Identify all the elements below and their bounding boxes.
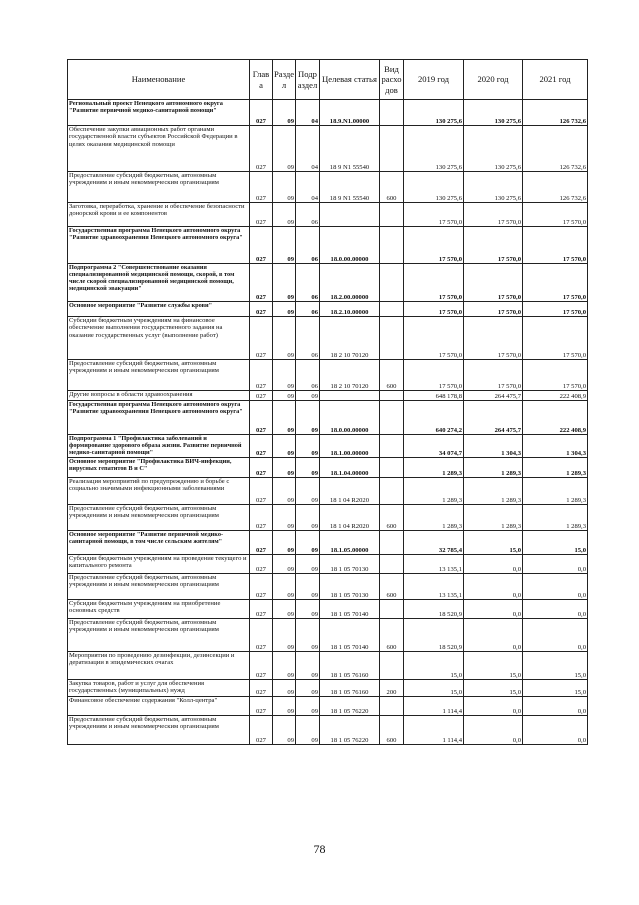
row-name-text: Субсидии бюджетным учреждениям на финансовое обеспечение выполнения государственного задания на оказание государственных услуг (выполнение работ): [69, 317, 223, 339]
cell-podrazdel: 09: [296, 574, 320, 600]
cell-podrazdel: 09: [296, 716, 320, 745]
cell-podrazdel: 06: [296, 203, 320, 227]
cell-expense-type: [380, 600, 404, 619]
table-row: [68, 317, 588, 360]
cell-glava: 027: [250, 203, 273, 227]
cell-2021: 0,0: [523, 574, 588, 600]
cell-2020: 17 570,0: [464, 360, 523, 391]
cell-expense-type: [380, 478, 404, 505]
cell-razdel: 09: [273, 478, 296, 505]
table-row: [68, 652, 588, 680]
cell-2021: 17 570,0: [523, 227, 588, 264]
cell-target-article: 18 1 05 76220: [320, 697, 380, 716]
cell-expense-type: [380, 317, 404, 360]
table-row: [68, 697, 588, 716]
cell-razdel: 09: [273, 126, 296, 172]
table-row: [68, 619, 588, 652]
cell-2019: 640 274,2: [404, 401, 464, 435]
cell-expense-type: 600: [380, 505, 404, 531]
cell-name: [68, 302, 250, 317]
cell-target-article: 18 1 05 70140: [320, 600, 380, 619]
budget-table: [67, 59, 588, 745]
cell-glava: 027: [250, 531, 273, 555]
cell-2020: 15,0: [464, 531, 523, 555]
cell-name: [68, 100, 250, 126]
cell-target-article: 18 9 N1 55540: [320, 172, 380, 203]
cell-podrazdel: 09: [296, 680, 320, 697]
cell-2021: 17 570,0: [523, 317, 588, 360]
cell-razdel: 09: [273, 302, 296, 317]
cell-expense-type: [380, 652, 404, 680]
row-name-text: Другие вопросы в области здравоохранения: [69, 391, 193, 398]
cell-glava: 027: [250, 652, 273, 680]
cell-2020: 130 275,6: [464, 100, 523, 126]
cell-name: [68, 172, 250, 203]
cell-glava: 027: [250, 100, 273, 126]
row-name-text: Реализация мероприятий по предупреждению и борьбе с социально значимыми инфекционными заболеваниями: [69, 478, 230, 493]
cell-2019: 13 135,1: [404, 555, 464, 574]
cell-razdel: 09: [273, 435, 296, 458]
cell-expense-type: [380, 435, 404, 458]
cell-2020: 15,0: [464, 652, 523, 680]
cell-podrazdel: 04: [296, 126, 320, 172]
cell-2021: 17 570,0: [523, 360, 588, 391]
row-name-text: Предоставление субсидий бюджетным, автономным учреждениям и иным некоммерческим организациям: [69, 172, 219, 187]
cell-razdel: 09: [273, 203, 296, 227]
table-row: [68, 555, 588, 574]
cell-2019: 18 520,9: [404, 600, 464, 619]
table-body: [68, 100, 588, 745]
table-row: [68, 716, 588, 745]
header-name: Наименование: [68, 60, 250, 100]
table-row: [68, 531, 588, 555]
row-name-text: Государственная программа Ненецкого автономного округа "Развитие здравоохранения Ненецкого автономного округа": [69, 227, 243, 242]
cell-2020: 15,0: [464, 680, 523, 697]
table-row: [68, 435, 588, 458]
cell-razdel: 09: [273, 264, 296, 302]
table-row: [68, 360, 588, 391]
cell-glava: 027: [250, 126, 273, 172]
cell-target-article: 18 1 05 76160: [320, 652, 380, 680]
cell-name: [68, 600, 250, 619]
cell-2019: 13 135,1: [404, 574, 464, 600]
cell-name: [68, 435, 250, 458]
cell-target-article: [320, 391, 380, 401]
cell-target-article: 18 1 04 R2020: [320, 478, 380, 505]
cell-2021: 126 732,6: [523, 100, 588, 126]
cell-2020: 0,0: [464, 716, 523, 745]
cell-2021: 17 570,0: [523, 302, 588, 317]
cell-glava: 027: [250, 227, 273, 264]
cell-glava: 027: [250, 600, 273, 619]
cell-target-article: 18 1 04 R2020: [320, 505, 380, 531]
cell-razdel: 09: [273, 697, 296, 716]
header-2020: 2020 год: [464, 60, 523, 100]
row-name-text: Предоставление субсидий бюджетным, автономным учреждениям и иным некоммерческим организациям: [69, 716, 219, 731]
cell-expense-type: [380, 401, 404, 435]
cell-2019: 15,0: [404, 680, 464, 697]
cell-glava: 027: [250, 505, 273, 531]
cell-2021: 17 570,0: [523, 264, 588, 302]
cell-glava: 027: [250, 317, 273, 360]
cell-2020: 0,0: [464, 574, 523, 600]
cell-target-article: 18 2 10 70120: [320, 360, 380, 391]
cell-2019: 34 074,7: [404, 435, 464, 458]
cell-target-article: 18 1 05 70140: [320, 619, 380, 652]
cell-2021: 0,0: [523, 600, 588, 619]
page-number: 78: [313, 842, 326, 856]
cell-expense-type: [380, 203, 404, 227]
cell-razdel: 09: [273, 100, 296, 126]
table-row: [68, 391, 588, 401]
cell-expense-type: [380, 264, 404, 302]
cell-podrazdel: 04: [296, 172, 320, 203]
table-row: [68, 227, 588, 264]
cell-2019: 130 275,6: [404, 172, 464, 203]
cell-expense-type: [380, 302, 404, 317]
header-glava: Глав а: [250, 60, 273, 100]
cell-name: [68, 126, 250, 172]
row-name-text: Основное мероприятие "Развитие службы крови": [69, 302, 213, 309]
header-podrazdel: Подр аздел: [296, 60, 320, 100]
cell-glava: 027: [250, 435, 273, 458]
cell-target-article: 18 1 05 76220: [320, 716, 380, 745]
cell-name: [68, 697, 250, 716]
cell-2020: 0,0: [464, 619, 523, 652]
table-row: [68, 574, 588, 600]
header-expense-type: Вид расхо дов: [380, 60, 404, 100]
table-header-row: [68, 60, 588, 100]
cell-razdel: 09: [273, 531, 296, 555]
cell-name: [68, 391, 250, 401]
table-row: [68, 264, 588, 302]
cell-glava: 027: [250, 360, 273, 391]
cell-2021: 1 289,3: [523, 505, 588, 531]
cell-2020: 0,0: [464, 600, 523, 619]
cell-target-article: 18 9 N1 55540: [320, 126, 380, 172]
cell-target-article: 18.9.N1.00000: [320, 100, 380, 126]
cell-expense-type: 600: [380, 360, 404, 391]
table-row: [68, 203, 588, 227]
cell-glava: 027: [250, 619, 273, 652]
cell-razdel: 09: [273, 505, 296, 531]
cell-podrazdel: 09: [296, 435, 320, 458]
cell-2019: 1 289,3: [404, 505, 464, 531]
cell-podrazdel: 06: [296, 227, 320, 264]
header-2021: 2021 год: [523, 60, 588, 100]
cell-expense-type: [380, 391, 404, 401]
cell-podrazdel: 09: [296, 652, 320, 680]
cell-name: [68, 574, 250, 600]
cell-2019: 1 289,3: [404, 478, 464, 505]
cell-razdel: 09: [273, 555, 296, 574]
cell-podrazdel: 09: [296, 600, 320, 619]
cell-2021: 1 289,3: [523, 478, 588, 505]
cell-razdel: 09: [273, 172, 296, 203]
cell-2021: 15,0: [523, 652, 588, 680]
cell-name: [68, 458, 250, 478]
cell-2020: 130 275,6: [464, 172, 523, 203]
cell-glava: 027: [250, 458, 273, 478]
cell-expense-type: 600: [380, 574, 404, 600]
cell-podrazdel: 09: [296, 531, 320, 555]
cell-razdel: 09: [273, 458, 296, 478]
cell-podrazdel: 06: [296, 317, 320, 360]
cell-glava: 027: [250, 401, 273, 435]
table-row: [68, 458, 588, 478]
table-row: [68, 302, 588, 317]
cell-2020: 1 289,3: [464, 478, 523, 505]
cell-2021: 17 570,0: [523, 203, 588, 227]
cell-name: [68, 203, 250, 227]
cell-razdel: 09: [273, 716, 296, 745]
cell-2021: 1 289,3: [523, 458, 588, 478]
cell-podrazdel: 09: [296, 401, 320, 435]
cell-2019: 1 114,4: [404, 716, 464, 745]
cell-podrazdel: 09: [296, 555, 320, 574]
cell-expense-type: [380, 126, 404, 172]
cell-2019: 130 275,6: [404, 126, 464, 172]
cell-podrazdel: 09: [296, 391, 320, 401]
row-name-text: Субсидии бюджетным учреждениям на приобретение основных средств: [69, 600, 221, 615]
row-name-text: Предоставление субсидий бюджетным, автономным учреждениям и иным некоммерческим организациям: [69, 574, 219, 589]
cell-2021: 126 732,6: [523, 172, 588, 203]
cell-podrazdel: 09: [296, 478, 320, 505]
cell-name: [68, 531, 250, 555]
cell-glava: 027: [250, 680, 273, 697]
cell-razdel: 09: [273, 680, 296, 697]
cell-podrazdel: 06: [296, 302, 320, 317]
cell-expense-type: [380, 531, 404, 555]
row-name-text: Подпрограмма 1 "Профилактика заболеваний и формирование здорового образа жизни. Развитие первичной медико-санитарной помощи": [69, 435, 242, 457]
cell-glava: 027: [250, 555, 273, 574]
cell-glava: 027: [250, 302, 273, 317]
row-name-text: Предоставление субсидий бюджетным, автономным учреждениям и иным некоммерческим организациям: [69, 360, 219, 375]
cell-2020: 17 570,0: [464, 302, 523, 317]
row-name-text: Обеспечение закупки авиационных работ органами государственной власти субъектов Российской Федерации в целях оказания медицинской помощи: [69, 126, 238, 148]
table-row: [68, 600, 588, 619]
cell-podrazdel: 09: [296, 697, 320, 716]
cell-name: [68, 652, 250, 680]
cell-target-article: 18 1 05 70130: [320, 574, 380, 600]
cell-2021: 1 304,3: [523, 435, 588, 458]
cell-glava: 027: [250, 172, 273, 203]
row-name-text: Закупка товаров, работ и услуг для обеспечения государственных (муниципальных) нужд: [69, 680, 205, 695]
cell-2020: 1 304,3: [464, 435, 523, 458]
row-name-text: Государственная программа Ненецкого автономного округа "Развитие здравоохранения Ненецкого автономного округа": [69, 401, 243, 416]
cell-2021: 222 408,9: [523, 401, 588, 435]
cell-target-article: 18.0.00.00000: [320, 227, 380, 264]
cell-podrazdel: 09: [296, 458, 320, 478]
cell-2020: 1 289,3: [464, 505, 523, 531]
cell-target-article: 18.1.05.00000: [320, 531, 380, 555]
cell-2020: 1 289,3: [464, 458, 523, 478]
cell-name: [68, 360, 250, 391]
cell-expense-type: [380, 555, 404, 574]
cell-name: [68, 478, 250, 505]
cell-razdel: 09: [273, 619, 296, 652]
row-name-text: Региональный проект Ненецкого автономного округа "Развитие первичной медико-санитарной помощи": [69, 100, 223, 115]
cell-name: [68, 505, 250, 531]
cell-target-article: [320, 203, 380, 227]
cell-2021: 0,0: [523, 555, 588, 574]
cell-2020: 0,0: [464, 555, 523, 574]
cell-2021: 15,0: [523, 680, 588, 697]
cell-expense-type: 600: [380, 619, 404, 652]
row-name-text: Мероприятия по проведению дезинфекции, дезинсекции и дератизации в эпидемических очагах: [69, 652, 235, 667]
cell-razdel: 09: [273, 317, 296, 360]
row-name-text: Предоставление субсидий бюджетным, автономным учреждениям и иным некоммерческим организациям: [69, 619, 219, 634]
cell-2019: 17 570,0: [404, 203, 464, 227]
table-row: [68, 172, 588, 203]
cell-2020: 17 570,0: [464, 264, 523, 302]
cell-target-article: 18 1 05 70130: [320, 555, 380, 574]
cell-podrazdel: 09: [296, 619, 320, 652]
cell-2019: 15,0: [404, 652, 464, 680]
cell-2019: 17 570,0: [404, 360, 464, 391]
cell-2019: 18 520,9: [404, 619, 464, 652]
cell-name: [68, 555, 250, 574]
cell-target-article: 18.1.00.00000: [320, 435, 380, 458]
row-name-text: Подпрограмма 2 "Совершенствование оказания специализированной медицинской помощи, скорой, в том числе скорой специализированной медицинской помощи, медицинской эвакуации": [69, 264, 235, 293]
cell-2019: 648 178,8: [404, 391, 464, 401]
row-name-text: Финансовое обеспечение содержания "Колл-центра": [69, 697, 218, 704]
cell-2021: 222 408,9: [523, 391, 588, 401]
cell-razdel: 09: [273, 360, 296, 391]
row-name-text: Основное мероприятие "Профилактика ВИЧ-инфекции, вирусных гепатитов В и С": [69, 458, 232, 473]
table-row: [68, 505, 588, 531]
header-razdel: Разде л: [273, 60, 296, 100]
cell-expense-type: [380, 227, 404, 264]
cell-target-article: 18.2.00.00000: [320, 264, 380, 302]
cell-expense-type: 600: [380, 716, 404, 745]
cell-podrazdel: 04: [296, 100, 320, 126]
cell-2020: 17 570,0: [464, 317, 523, 360]
cell-2020: 264 475,7: [464, 401, 523, 435]
table-row: [68, 680, 588, 697]
cell-2020: 17 570,0: [464, 227, 523, 264]
table-row: [68, 126, 588, 172]
header-target-article: Целевая статья: [320, 60, 380, 100]
cell-razdel: 09: [273, 600, 296, 619]
cell-2019: 130 275,6: [404, 100, 464, 126]
cell-2020: 130 275,6: [464, 126, 523, 172]
cell-name: [68, 264, 250, 302]
cell-2021: 126 732,6: [523, 126, 588, 172]
cell-podrazdel: 06: [296, 264, 320, 302]
cell-target-article: 18.1.04.00000: [320, 458, 380, 478]
cell-2021: 15,0: [523, 531, 588, 555]
cell-expense-type: 600: [380, 172, 404, 203]
header-2019: 2019 год: [404, 60, 464, 100]
cell-razdel: 09: [273, 391, 296, 401]
table-row: [68, 401, 588, 435]
cell-glava: 027: [250, 264, 273, 302]
cell-target-article: 18 2 10 70120: [320, 317, 380, 360]
row-name-text: Предоставление субсидий бюджетным, автономным учреждениям и иным некоммерческим организациям: [69, 505, 219, 520]
cell-2020: 0,0: [464, 697, 523, 716]
cell-expense-type: [380, 458, 404, 478]
cell-podrazdel: 06: [296, 360, 320, 391]
cell-razdel: 09: [273, 401, 296, 435]
cell-razdel: 09: [273, 574, 296, 600]
cell-name: [68, 227, 250, 264]
cell-glava: 027: [250, 716, 273, 745]
cell-2019: 17 570,0: [404, 317, 464, 360]
cell-glava: 027: [250, 697, 273, 716]
cell-2019: 1 289,3: [404, 458, 464, 478]
cell-expense-type: 200: [380, 680, 404, 697]
table-row: [68, 478, 588, 505]
cell-2020: 17 570,0: [464, 203, 523, 227]
cell-name: [68, 401, 250, 435]
cell-2021: 0,0: [523, 619, 588, 652]
table-row: [68, 100, 588, 126]
cell-2019: 17 570,0: [404, 227, 464, 264]
cell-glava: 027: [250, 574, 273, 600]
row-name-text: Заготовка, переработка, хранение и обеспечение безопасности донорской крови и ее компонентов: [69, 203, 245, 218]
cell-target-article: 18 1 05 76160: [320, 680, 380, 697]
cell-2020: 264 475,7: [464, 391, 523, 401]
cell-razdel: 09: [273, 227, 296, 264]
cell-glava: 027: [250, 391, 273, 401]
cell-glava: 027: [250, 478, 273, 505]
cell-name: [68, 680, 250, 697]
cell-expense-type: [380, 697, 404, 716]
row-name-text: Субсидии бюджетным учреждениям на проведение текущего и капитального ремонта: [69, 555, 247, 570]
cell-2021: 0,0: [523, 716, 588, 745]
cell-podrazdel: 09: [296, 505, 320, 531]
cell-name: [68, 317, 250, 360]
cell-razdel: 09: [273, 652, 296, 680]
cell-2019: 17 570,0: [404, 302, 464, 317]
cell-target-article: 18.0.00.00000: [320, 401, 380, 435]
cell-name: [68, 716, 250, 745]
row-name-text: Основное мероприятие "Развитие первичной медико-санитарной помощи, в том числе сельским жителям": [69, 531, 224, 546]
cell-2021: 0,0: [523, 697, 588, 716]
cell-2019: 17 570,0: [404, 264, 464, 302]
cell-expense-type: [380, 100, 404, 126]
cell-target-article: 18.2.10.00000: [320, 302, 380, 317]
cell-2019: 32 785,4: [404, 531, 464, 555]
cell-2019: 1 114,4: [404, 697, 464, 716]
cell-name: [68, 619, 250, 652]
